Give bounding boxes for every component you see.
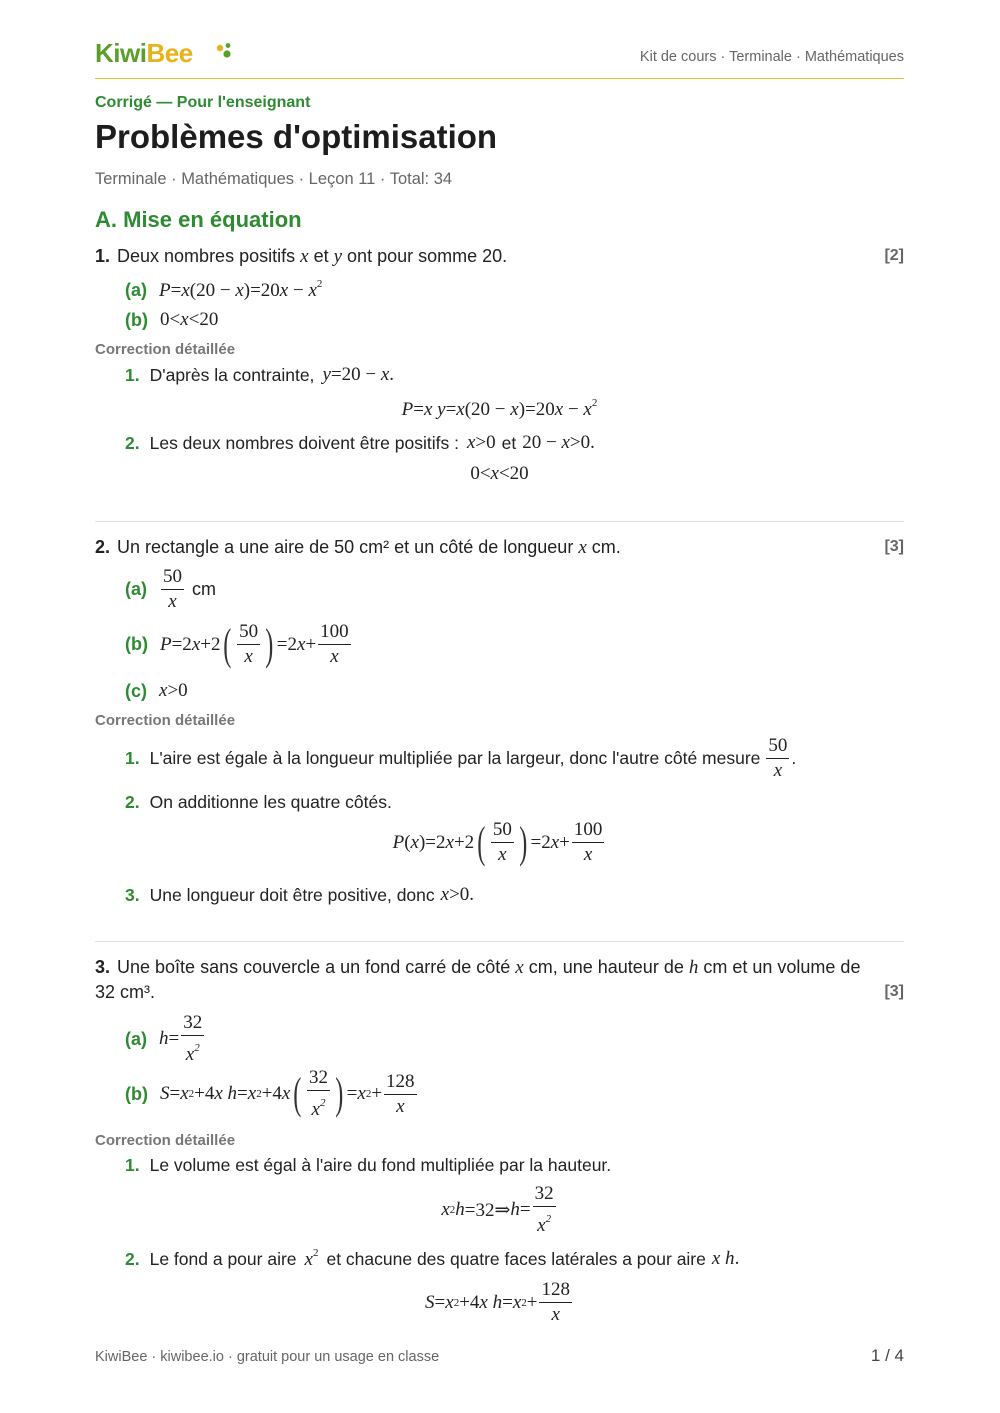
display-formula: x 2 h =32⇒ h = $\frac{32}{x^2}$: [441, 1183, 554, 1236]
formula: P =2 x +2 ( $\frac{50}{x}$ ) =2 x + $\frac{100}{x}$: [159, 619, 349, 669]
page-number: 1 / 4: [870, 1346, 904, 1365]
correction-2-step-1: 1. L'aire est égale à la longueur multipliée par la largeur, donc l'autre côté mesure $\frac{50}{x}$ .: [125, 735, 797, 781]
correction-2-step-3: 3. Une longueur doit être positive, donc x>0.: [125, 884, 475, 905]
formula: 0<x<20: [159, 309, 219, 330]
correction-heading: Correction détaillée: [95, 712, 236, 729]
question-3-text: 3. Une boîte sans couvercle a un fond carré de côté x cm, une hauteur de h cm et un volume de 32 cm³.: [95, 957, 861, 1002]
formula: y=20 − x.: [322, 364, 394, 385]
display-formula: 0<x<20: [470, 463, 529, 484]
question-1-marks: [2]: [884, 247, 904, 264]
formula: $P=x(20 - x)=20x - x^2$: [159, 278, 323, 301]
answer-1b: (b) 0<x<20: [125, 309, 219, 330]
logo-dots-icon: [215, 42, 241, 62]
section-heading: A. Mise en équation: [95, 207, 302, 232]
answer-2a: (a) $\frac{50}{x}$ cm: [125, 566, 216, 612]
correction-2-step-2: 2. On additionne les quatre côtés.: [125, 792, 392, 812]
answer-3b: (b) S = x 2 +4 x h = x 2 +4 x ( $\frac{32}{x^2}$ ) = x 2 + $\frac{128}{x}$: [125, 1068, 419, 1120]
footer-credits: KiwiBee · kiwibee.io · gratuit pour un usage en classe: [95, 1349, 440, 1365]
divider: [95, 521, 904, 522]
page-header: [95, 38, 904, 79]
lesson-meta: Terminale · Mathématiques · Leçon 11 · Total: 34: [95, 170, 453, 188]
fraction: $\frac{50}{x}$: [768, 735, 788, 781]
answer-3a: (a) h = $\frac{32}{x^2}$: [125, 1013, 206, 1065]
display-formula: P=x $y=x(20 - x)=20x - x^2$: [401, 397, 598, 420]
formula: $x^2$: [304, 1247, 319, 1270]
formula: 20 − x>0.: [522, 432, 595, 453]
answer-2c: (c) x>0: [125, 680, 188, 701]
correction-heading: Correction détaillée: [95, 1132, 236, 1149]
course-context: Kit de cours · Terminale · Mathématiques: [639, 49, 904, 65]
formula: x>0: [159, 680, 188, 701]
correction-3-step-2: 2. Le fond a pour aire $x^2$ et chacune des quatre faces latérales a pour aire x h.: [125, 1247, 740, 1270]
display-formula: P ( x )=2 x +2 ( $\frac{50}{x}$ ) =2 x + $\frac{100}{x}$: [392, 817, 603, 867]
page-title: Problèmes d'optimisation: [95, 118, 498, 155]
formula: h = $\frac{32}{x^2}$: [159, 1012, 203, 1065]
question-1-text: 1. Deux nombres positifs x et y ont pour somme 20.: [95, 246, 508, 267]
correction-heading: Correction détaillée: [95, 341, 236, 358]
question-2-marks: [3]: [884, 538, 904, 555]
answer-1a: (a) $P=x(20 - x)=20x - x^2$: [125, 278, 323, 301]
worksheet-page: [95, 0, 904, 1413]
question-3-marks: [3]: [884, 983, 904, 1000]
display-formula: S = x 2 +4 x h = x 2 + $\frac{128}{x}$: [425, 1279, 570, 1325]
answer-2b: (b) P =2 x +2 ( $\frac{50}{x}$ ) =2 x + $\frac{100}{x}$: [125, 622, 353, 667]
brand-logo: KiwiBee: [95, 38, 193, 68]
divider: [95, 941, 904, 942]
formula: x h.: [711, 1248, 740, 1269]
correction-1-step-2: 2. Les deux nombres doivent être positifs : x>0 et 20 − x>0.: [125, 432, 595, 453]
formula: x>0.: [440, 884, 475, 905]
correction-3-step-1: 1. Le volume est égal à l'aire du fond multipliée par la hauteur.: [125, 1155, 612, 1175]
formula: S = x 2 +4 x h = x 2 +4 x ( $\frac{32}{x^2}$ ) = x 2 + $\frac{128}{x}$: [159, 1067, 415, 1120]
correction-1-step-1: 1. D'après la contrainte, y=20 − x.: [125, 364, 394, 385]
question-2-text: 2. Un rectangle a une aire de 50 cm² et un côté de longueur x cm.: [95, 537, 621, 558]
answer-key-label: Corrigé — Pour l'enseignant: [95, 94, 311, 111]
formula: x>0: [466, 432, 496, 453]
fraction: $\frac{50}{x}$: [163, 566, 182, 612]
